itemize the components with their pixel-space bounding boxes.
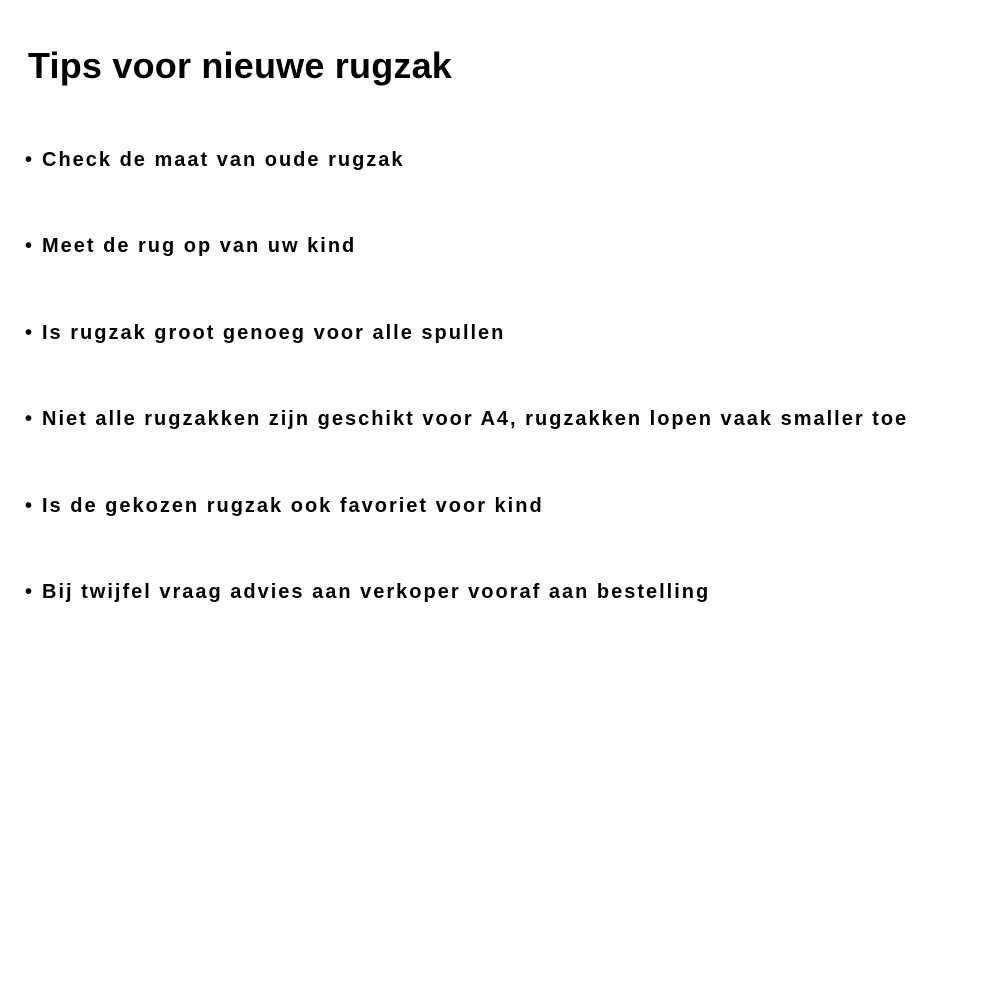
bullet-marker: • [25, 235, 33, 257]
bullet-marker: • [25, 495, 33, 517]
list-item [25, 580, 710, 604]
list-item [25, 234, 356, 258]
bullet-marker: • [25, 322, 33, 344]
list-item [25, 494, 544, 518]
list-item-text: Is de gekozen rugzak ook favoriet voor kind [42, 495, 544, 517]
list-item [25, 407, 908, 431]
list-item-text: Bij twijfel vraag advies aan verkoper vooraf aan bestelling [42, 581, 711, 603]
page-title: Tips voor nieuwe rugzak [28, 45, 453, 86]
list-item-text: Is rugzak groot genoeg voor alle spullen [42, 322, 506, 344]
bullet-marker: • [25, 408, 33, 430]
bullet-marker: • [25, 581, 33, 603]
list-item [25, 321, 505, 345]
bullet-marker: • [25, 149, 33, 171]
list-item [25, 148, 405, 172]
list-item-text: Niet alle rugzakken zijn geschikt voor A4, rugzakken lopen vaak smaller toe [42, 408, 909, 430]
list-item-text: Check de maat van oude rugzak [42, 149, 405, 171]
list-item-text: Meet de rug op van uw kind [42, 235, 357, 257]
